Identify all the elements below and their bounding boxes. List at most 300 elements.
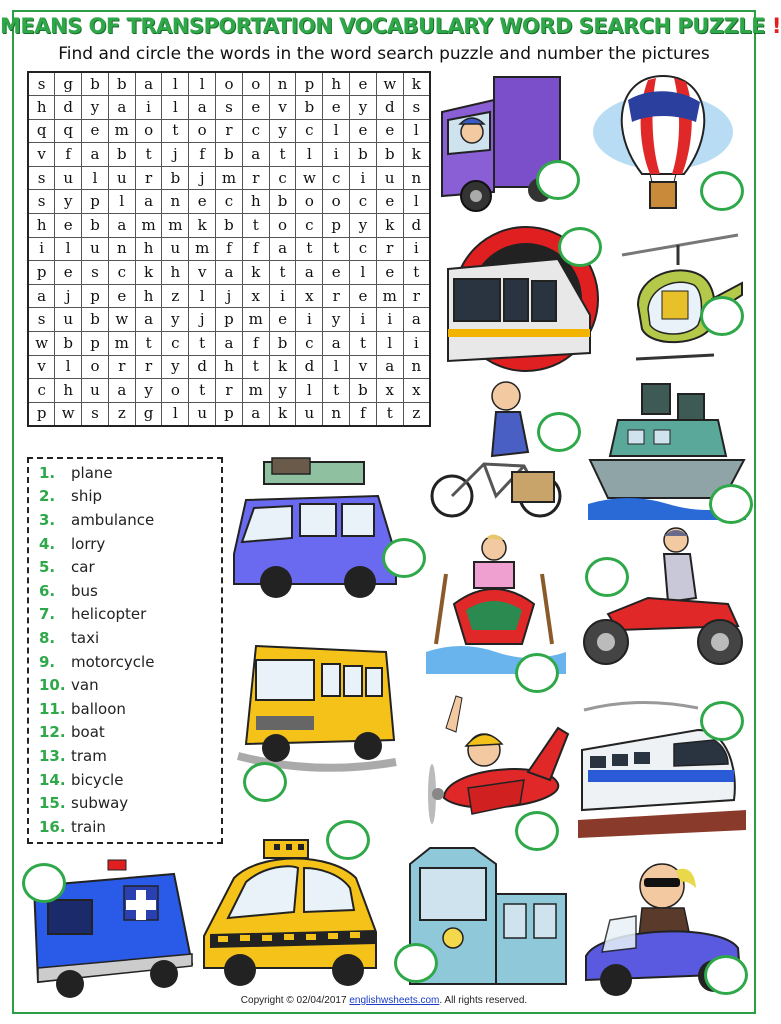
grid-cell[interactable]: j [216, 284, 243, 308]
word-list-item [39, 603, 221, 627]
page-title [0, 14, 781, 38]
grid-cell[interactable]: l [108, 190, 135, 214]
grid-cell[interactable]: i [269, 284, 296, 308]
grid-cell[interactable]: t [162, 119, 189, 143]
grid-cell[interactable]: k [189, 214, 216, 238]
taxi-illustration [200, 838, 382, 988]
grid-cell[interactable]: s [28, 72, 55, 96]
answer-circle-tram[interactable] [394, 943, 438, 983]
grid-cell[interactable]: l [376, 332, 403, 356]
word-list-item [39, 579, 221, 603]
grid-cell[interactable]: i [323, 143, 350, 167]
grid-cell[interactable]: b [376, 143, 403, 167]
word-list-item [39, 555, 221, 579]
word-number: 4. [39, 534, 56, 553]
grid-cell[interactable]: d [376, 96, 403, 120]
grid-cell[interactable]: p [28, 261, 55, 285]
grid-row [28, 261, 430, 285]
grid-cell[interactable]: r [242, 166, 269, 190]
grid-cell[interactable]: h [55, 379, 82, 403]
grid-cell[interactable]: u [296, 402, 323, 426]
grid-cell[interactable]: a [376, 355, 403, 379]
grid-row [28, 355, 430, 379]
word-list-item [39, 721, 221, 745]
grid-cell[interactable]: m [108, 119, 135, 143]
grid-cell[interactable]: t [189, 332, 216, 356]
word-list-item [39, 461, 221, 485]
grid-cell[interactable]: t [135, 143, 162, 167]
grid-cell[interactable]: u [82, 237, 109, 261]
word-number: 5. [39, 558, 56, 577]
grid-cell[interactable]: m [135, 214, 162, 238]
grid-cell[interactable]: e [323, 96, 350, 120]
answer-circle-van[interactable] [382, 538, 426, 578]
grid-cell[interactable]: p [82, 284, 109, 308]
grid-cell[interactable]: y [323, 308, 350, 332]
grid-row [28, 237, 430, 261]
grid-cell[interactable]: t [189, 379, 216, 403]
grid-row [28, 284, 430, 308]
answer-circle-boat[interactable] [515, 653, 559, 693]
website-link[interactable]: englishwsheets.com [349, 995, 440, 1006]
grid-cell[interactable]: o [216, 72, 243, 96]
grid-cell[interactable]: l [350, 261, 377, 285]
grid-cell[interactable]: e [323, 261, 350, 285]
answer-circle-bus[interactable] [243, 762, 287, 802]
grid-cell[interactable]: n [269, 72, 296, 96]
grid-cell[interactable]: v [28, 143, 55, 167]
grid-cell[interactable]: k [376, 214, 403, 238]
grid-row [28, 214, 430, 238]
title-text: MEANS OF TRANSPORTATION VOCABULARY WORD SEARCH PUZZLE [0, 14, 765, 38]
grid-row [28, 402, 430, 426]
grid-cell[interactable]: b [82, 308, 109, 332]
grid-cell[interactable]: b [296, 96, 323, 120]
answer-circle-ship[interactable] [709, 484, 753, 524]
grid-cell[interactable]: d [189, 355, 216, 379]
word-number: 13. [39, 746, 66, 765]
grid-cell[interactable]: u [108, 166, 135, 190]
grid-cell[interactable]: n [108, 237, 135, 261]
word-label: bicycle [71, 770, 124, 789]
grid-cell[interactable]: o [242, 72, 269, 96]
grid-cell[interactable]: v [189, 261, 216, 285]
grid-cell[interactable]: n [162, 190, 189, 214]
answer-circle-balloon[interactable] [700, 171, 744, 211]
grid-cell[interactable]: r [376, 237, 403, 261]
grid-cell[interactable]: s [82, 261, 109, 285]
word-label: ambulance [71, 510, 155, 529]
word-number: 7. [39, 605, 56, 624]
grid-cell[interactable]: b [82, 72, 109, 96]
grid-cell[interactable]: e [55, 214, 82, 238]
grid-cell[interactable]: a [242, 402, 269, 426]
grid-cell[interactable]: m [242, 379, 269, 403]
grid-cell[interactable]: b [108, 72, 135, 96]
grid-cell[interactable]: d [296, 355, 323, 379]
grid-cell[interactable]: a [135, 190, 162, 214]
grid-cell[interactable]: e [55, 261, 82, 285]
grid-cell[interactable]: l [189, 284, 216, 308]
grid-cell[interactable]: y [55, 190, 82, 214]
grid-cell[interactable]: f [55, 143, 82, 167]
answer-circle-bicycle[interactable] [537, 412, 581, 452]
grid-cell[interactable]: u [82, 379, 109, 403]
grid-cell[interactable]: o [323, 190, 350, 214]
grid-cell[interactable]: c [296, 332, 323, 356]
grid-cell[interactable]: y [350, 214, 377, 238]
grid-cell[interactable]: u [189, 402, 216, 426]
grid-cell[interactable]: r [216, 379, 243, 403]
grid-cell[interactable]: e [82, 119, 109, 143]
answer-circle-helicopter[interactable] [700, 296, 744, 336]
grid-cell[interactable]: a [216, 332, 243, 356]
word-number: 14. [39, 770, 66, 789]
grid-cell[interactable]: p [82, 332, 109, 356]
grid-cell[interactable]: x [242, 284, 269, 308]
grid-cell[interactable]: a [108, 214, 135, 238]
word-label: train [71, 817, 106, 836]
grid-cell[interactable]: e [108, 284, 135, 308]
grid-cell[interactable]: k [135, 261, 162, 285]
grid-cell[interactable]: h [216, 355, 243, 379]
grid-cell[interactable]: h [135, 237, 162, 261]
grid-cell[interactable]: l [55, 355, 82, 379]
grid-cell[interactable]: b [162, 166, 189, 190]
grid-cell[interactable]: k [403, 72, 430, 96]
grid-cell[interactable]: s [28, 190, 55, 214]
grid-cell[interactable]: b [350, 379, 377, 403]
grid-row [28, 72, 430, 96]
plane-illustration [408, 688, 578, 833]
grid-cell[interactable]: c [323, 166, 350, 190]
grid-cell[interactable]: v [28, 355, 55, 379]
grid-cell[interactable]: p [28, 402, 55, 426]
grid-cell[interactable]: q [28, 119, 55, 143]
grid-cell[interactable]: t [269, 261, 296, 285]
word-number: 12. [39, 723, 66, 742]
grid-cell[interactable]: i [403, 332, 430, 356]
grid-cell[interactable]: e [376, 261, 403, 285]
grid-cell[interactable]: r [135, 355, 162, 379]
grid-cell[interactable]: a [296, 261, 323, 285]
grid-cell[interactable]: u [55, 308, 82, 332]
grid-cell[interactable]: a [323, 332, 350, 356]
grid-cell[interactable]: l [296, 143, 323, 167]
grid-cell[interactable]: l [323, 119, 350, 143]
word-list-item [39, 650, 221, 674]
grid-row [28, 332, 430, 356]
grid-cell[interactable]: r [108, 355, 135, 379]
grid-cell[interactable]: r [323, 284, 350, 308]
grid-cell[interactable]: d [55, 96, 82, 120]
grid-cell[interactable]: i [28, 237, 55, 261]
grid-cell[interactable]: t [269, 143, 296, 167]
grid-cell[interactable]: u [162, 237, 189, 261]
grid-cell[interactable]: i [350, 308, 377, 332]
grid-cell[interactable]: l [403, 119, 430, 143]
grid-cell[interactable]: u [376, 166, 403, 190]
grid-cell[interactable]: f [350, 402, 377, 426]
grid-cell[interactable]: b [82, 214, 109, 238]
grid-cell[interactable]: s [82, 402, 109, 426]
grid-cell[interactable]: y [350, 96, 377, 120]
grid-cell[interactable]: h [162, 261, 189, 285]
grid-cell[interactable]: c [269, 166, 296, 190]
grid-cell[interactable]: p [216, 402, 243, 426]
grid-cell[interactable]: p [82, 190, 109, 214]
word-list-item [39, 626, 221, 650]
grid-cell[interactable]: w [296, 166, 323, 190]
grid-cell[interactable]: m [216, 166, 243, 190]
grid-row [28, 308, 430, 332]
grid-cell[interactable]: g [55, 72, 82, 96]
grid-cell[interactable]: w [28, 332, 55, 356]
grid-cell[interactable]: q [55, 119, 82, 143]
grid-cell[interactable]: n [403, 355, 430, 379]
grid-cell[interactable]: b [269, 190, 296, 214]
grid-cell[interactable]: s [216, 96, 243, 120]
grid-cell[interactable]: j [189, 166, 216, 190]
answer-circle-car[interactable] [704, 955, 748, 995]
grid-cell[interactable]: v [350, 355, 377, 379]
grid-cell[interactable]: l [296, 379, 323, 403]
answer-circle-motorcycle[interactable] [585, 557, 629, 597]
grid-cell[interactable]: m [108, 332, 135, 356]
grid-cell[interactable]: r [403, 284, 430, 308]
grid-cell[interactable]: h [242, 190, 269, 214]
grid-cell[interactable]: b [55, 332, 82, 356]
grid-cell[interactable]: t [242, 214, 269, 238]
grid-cell[interactable]: n [403, 166, 430, 190]
grid-cell[interactable]: b [216, 143, 243, 167]
grid-cell[interactable]: w [376, 72, 403, 96]
grid-cell[interactable]: a [269, 237, 296, 261]
word-list-item [39, 673, 221, 697]
grid-cell[interactable]: l [82, 166, 109, 190]
grid-cell[interactable]: l [403, 190, 430, 214]
grid-cell[interactable]: a [108, 379, 135, 403]
grid-cell[interactable]: t [135, 332, 162, 356]
grid-cell[interactable]: f [216, 237, 243, 261]
grid-cell[interactable]: c [28, 379, 55, 403]
grid-cell[interactable]: c [296, 214, 323, 238]
grid-cell[interactable]: e [350, 72, 377, 96]
grid-cell[interactable]: l [162, 96, 189, 120]
grid-cell[interactable]: a [28, 284, 55, 308]
word-number: 11. [39, 699, 66, 718]
word-list-item [39, 532, 221, 556]
grid-cell[interactable]: d [403, 214, 430, 238]
grid-cell[interactable]: c [350, 190, 377, 214]
grid-cell[interactable]: o [269, 214, 296, 238]
grid-cell[interactable]: o [296, 190, 323, 214]
grid-cell[interactable]: r [216, 119, 243, 143]
grid-cell[interactable]: b [350, 143, 377, 167]
word-label: bus [71, 581, 98, 600]
grid-cell[interactable]: i [403, 237, 430, 261]
grid-cell[interactable]: k [269, 355, 296, 379]
grid-cell[interactable]: o [189, 119, 216, 143]
grid-cell[interactable]: t [296, 237, 323, 261]
grid-cell[interactable]: h [28, 96, 55, 120]
grid-cell[interactable]: o [162, 379, 189, 403]
grid-cell[interactable]: v [269, 96, 296, 120]
answer-circle-ambulance[interactable] [22, 863, 66, 903]
grid-cell[interactable]: e [350, 284, 377, 308]
answer-circle-train[interactable] [700, 701, 744, 741]
grid-cell[interactable]: l [55, 237, 82, 261]
grid-cell[interactable]: h [135, 284, 162, 308]
grid-cell[interactable]: m [162, 214, 189, 238]
grid-cell[interactable]: p [323, 214, 350, 238]
grid-cell[interactable]: y [162, 308, 189, 332]
grid-cell[interactable]: z [108, 402, 135, 426]
grid-cell[interactable]: t [323, 379, 350, 403]
grid-cell[interactable]: m [189, 237, 216, 261]
word-label: van [71, 676, 99, 695]
grid-cell[interactable]: x [376, 379, 403, 403]
grid-cell[interactable]: w [108, 308, 135, 332]
word-list-item [39, 485, 221, 509]
word-list-item [39, 508, 221, 532]
grid-cell[interactable]: w [55, 402, 82, 426]
grid-cell[interactable]: i [376, 308, 403, 332]
grid-cell[interactable]: f [189, 143, 216, 167]
word-number: 6. [39, 581, 56, 600]
grid-cell[interactable]: y [269, 119, 296, 143]
grid-cell[interactable]: f [242, 237, 269, 261]
grid-cell[interactable]: t [376, 402, 403, 426]
grid-cell[interactable]: m [376, 284, 403, 308]
grid-cell[interactable]: a [242, 143, 269, 167]
word-number: 8. [39, 628, 56, 647]
grid-cell[interactable]: l [323, 355, 350, 379]
grid-cell[interactable]: y [135, 379, 162, 403]
word-label: taxi [71, 628, 100, 647]
grid-cell[interactable]: i [350, 166, 377, 190]
grid-cell[interactable]: k [269, 402, 296, 426]
grid-cell[interactable]: i [135, 96, 162, 120]
word-label: motorcycle [71, 652, 155, 671]
grid-cell[interactable]: p [296, 72, 323, 96]
grid-cell[interactable]: a [135, 308, 162, 332]
word-label: plane [71, 463, 113, 482]
grid-cell[interactable]: c [296, 119, 323, 143]
grid-cell[interactable]: c [216, 190, 243, 214]
word-number: 15. [39, 794, 66, 813]
grid-cell[interactable]: c [108, 261, 135, 285]
grid-cell[interactable]: c [350, 237, 377, 261]
word-list-item [39, 744, 221, 768]
grid-row [28, 190, 430, 214]
grid-cell[interactable]: a [403, 308, 430, 332]
grid-cell[interactable]: k [242, 261, 269, 285]
grid-cell[interactable]: u [55, 166, 82, 190]
grid-cell[interactable]: e [242, 96, 269, 120]
word-label: balloon [71, 699, 126, 718]
answer-circle-lorry[interactable] [536, 160, 580, 200]
grid-cell[interactable]: t [242, 355, 269, 379]
grid-cell[interactable]: b [269, 332, 296, 356]
grid-cell[interactable]: a [82, 143, 109, 167]
grid-cell[interactable]: t [403, 261, 430, 285]
grid-cell[interactable]: c [162, 332, 189, 356]
grid-cell[interactable]: z [162, 284, 189, 308]
grid-cell[interactable]: l [189, 72, 216, 96]
answer-circle-taxi[interactable] [326, 820, 370, 860]
grid-cell[interactable]: y [82, 96, 109, 120]
grid-cell[interactable]: p [216, 308, 243, 332]
grid-cell[interactable]: n [323, 402, 350, 426]
grid-cell[interactable]: m [242, 308, 269, 332]
word-search-grid [27, 71, 431, 427]
answer-circle-plane[interactable] [515, 811, 559, 851]
grid-cell[interactable]: h [28, 214, 55, 238]
grid-cell[interactable]: a [189, 96, 216, 120]
grid-cell[interactable]: h [323, 72, 350, 96]
title-mark: ! [771, 14, 781, 38]
grid-row [28, 119, 430, 143]
grid-cell[interactable]: j [55, 284, 82, 308]
word-list-item [39, 815, 221, 839]
grid-cell[interactable]: a [216, 261, 243, 285]
grid-cell[interactable]: o [135, 119, 162, 143]
grid-cell[interactable]: x [296, 284, 323, 308]
grid-cell[interactable]: l [162, 72, 189, 96]
grid-cell[interactable]: z [403, 402, 430, 426]
word-label: ship [71, 487, 103, 506]
grid-cell[interactable]: o [82, 355, 109, 379]
grid-cell[interactable]: b [108, 143, 135, 167]
answer-circle-subway[interactable] [558, 227, 602, 267]
grid-cell[interactable]: s [28, 308, 55, 332]
grid-cell[interactable]: b [216, 214, 243, 238]
grid-cell[interactable]: e [269, 308, 296, 332]
bus-illustration [236, 636, 398, 776]
grid-cell[interactable]: c [242, 119, 269, 143]
motorcycle-illustration [578, 526, 748, 672]
copyright-prefix: Copyright © 02/04/2017 [240, 995, 347, 1006]
grid-cell[interactable]: y [162, 355, 189, 379]
grid-cell[interactable]: j [189, 308, 216, 332]
copyright-suffix: . All rights reserved. [439, 995, 528, 1006]
grid-cell[interactable]: e [376, 119, 403, 143]
word-list-item [39, 768, 221, 792]
grid-cell[interactable]: a [108, 96, 135, 120]
grid-cell[interactable]: s [28, 166, 55, 190]
grid-cell[interactable]: e [189, 190, 216, 214]
grid-cell[interactable]: y [269, 379, 296, 403]
word-number: 3. [39, 510, 56, 529]
grid-cell[interactable]: r [135, 166, 162, 190]
grid-cell[interactable]: x [403, 379, 430, 403]
grid-cell[interactable]: k [403, 143, 430, 167]
grid-cell[interactable]: e [376, 190, 403, 214]
grid-cell[interactable]: j [162, 143, 189, 167]
grid-cell[interactable]: a [135, 72, 162, 96]
grid-cell[interactable]: t [350, 332, 377, 356]
grid-cell[interactable]: f [242, 332, 269, 356]
grid-cell[interactable]: t [323, 237, 350, 261]
grid-cell[interactable]: e [350, 119, 377, 143]
word-label: car [71, 558, 95, 577]
grid-cell[interactable]: i [296, 308, 323, 332]
grid-cell[interactable]: g [135, 402, 162, 426]
grid-cell[interactable]: l [162, 402, 189, 426]
word-number: 2. [39, 487, 56, 506]
grid-cell[interactable]: s [403, 96, 430, 120]
